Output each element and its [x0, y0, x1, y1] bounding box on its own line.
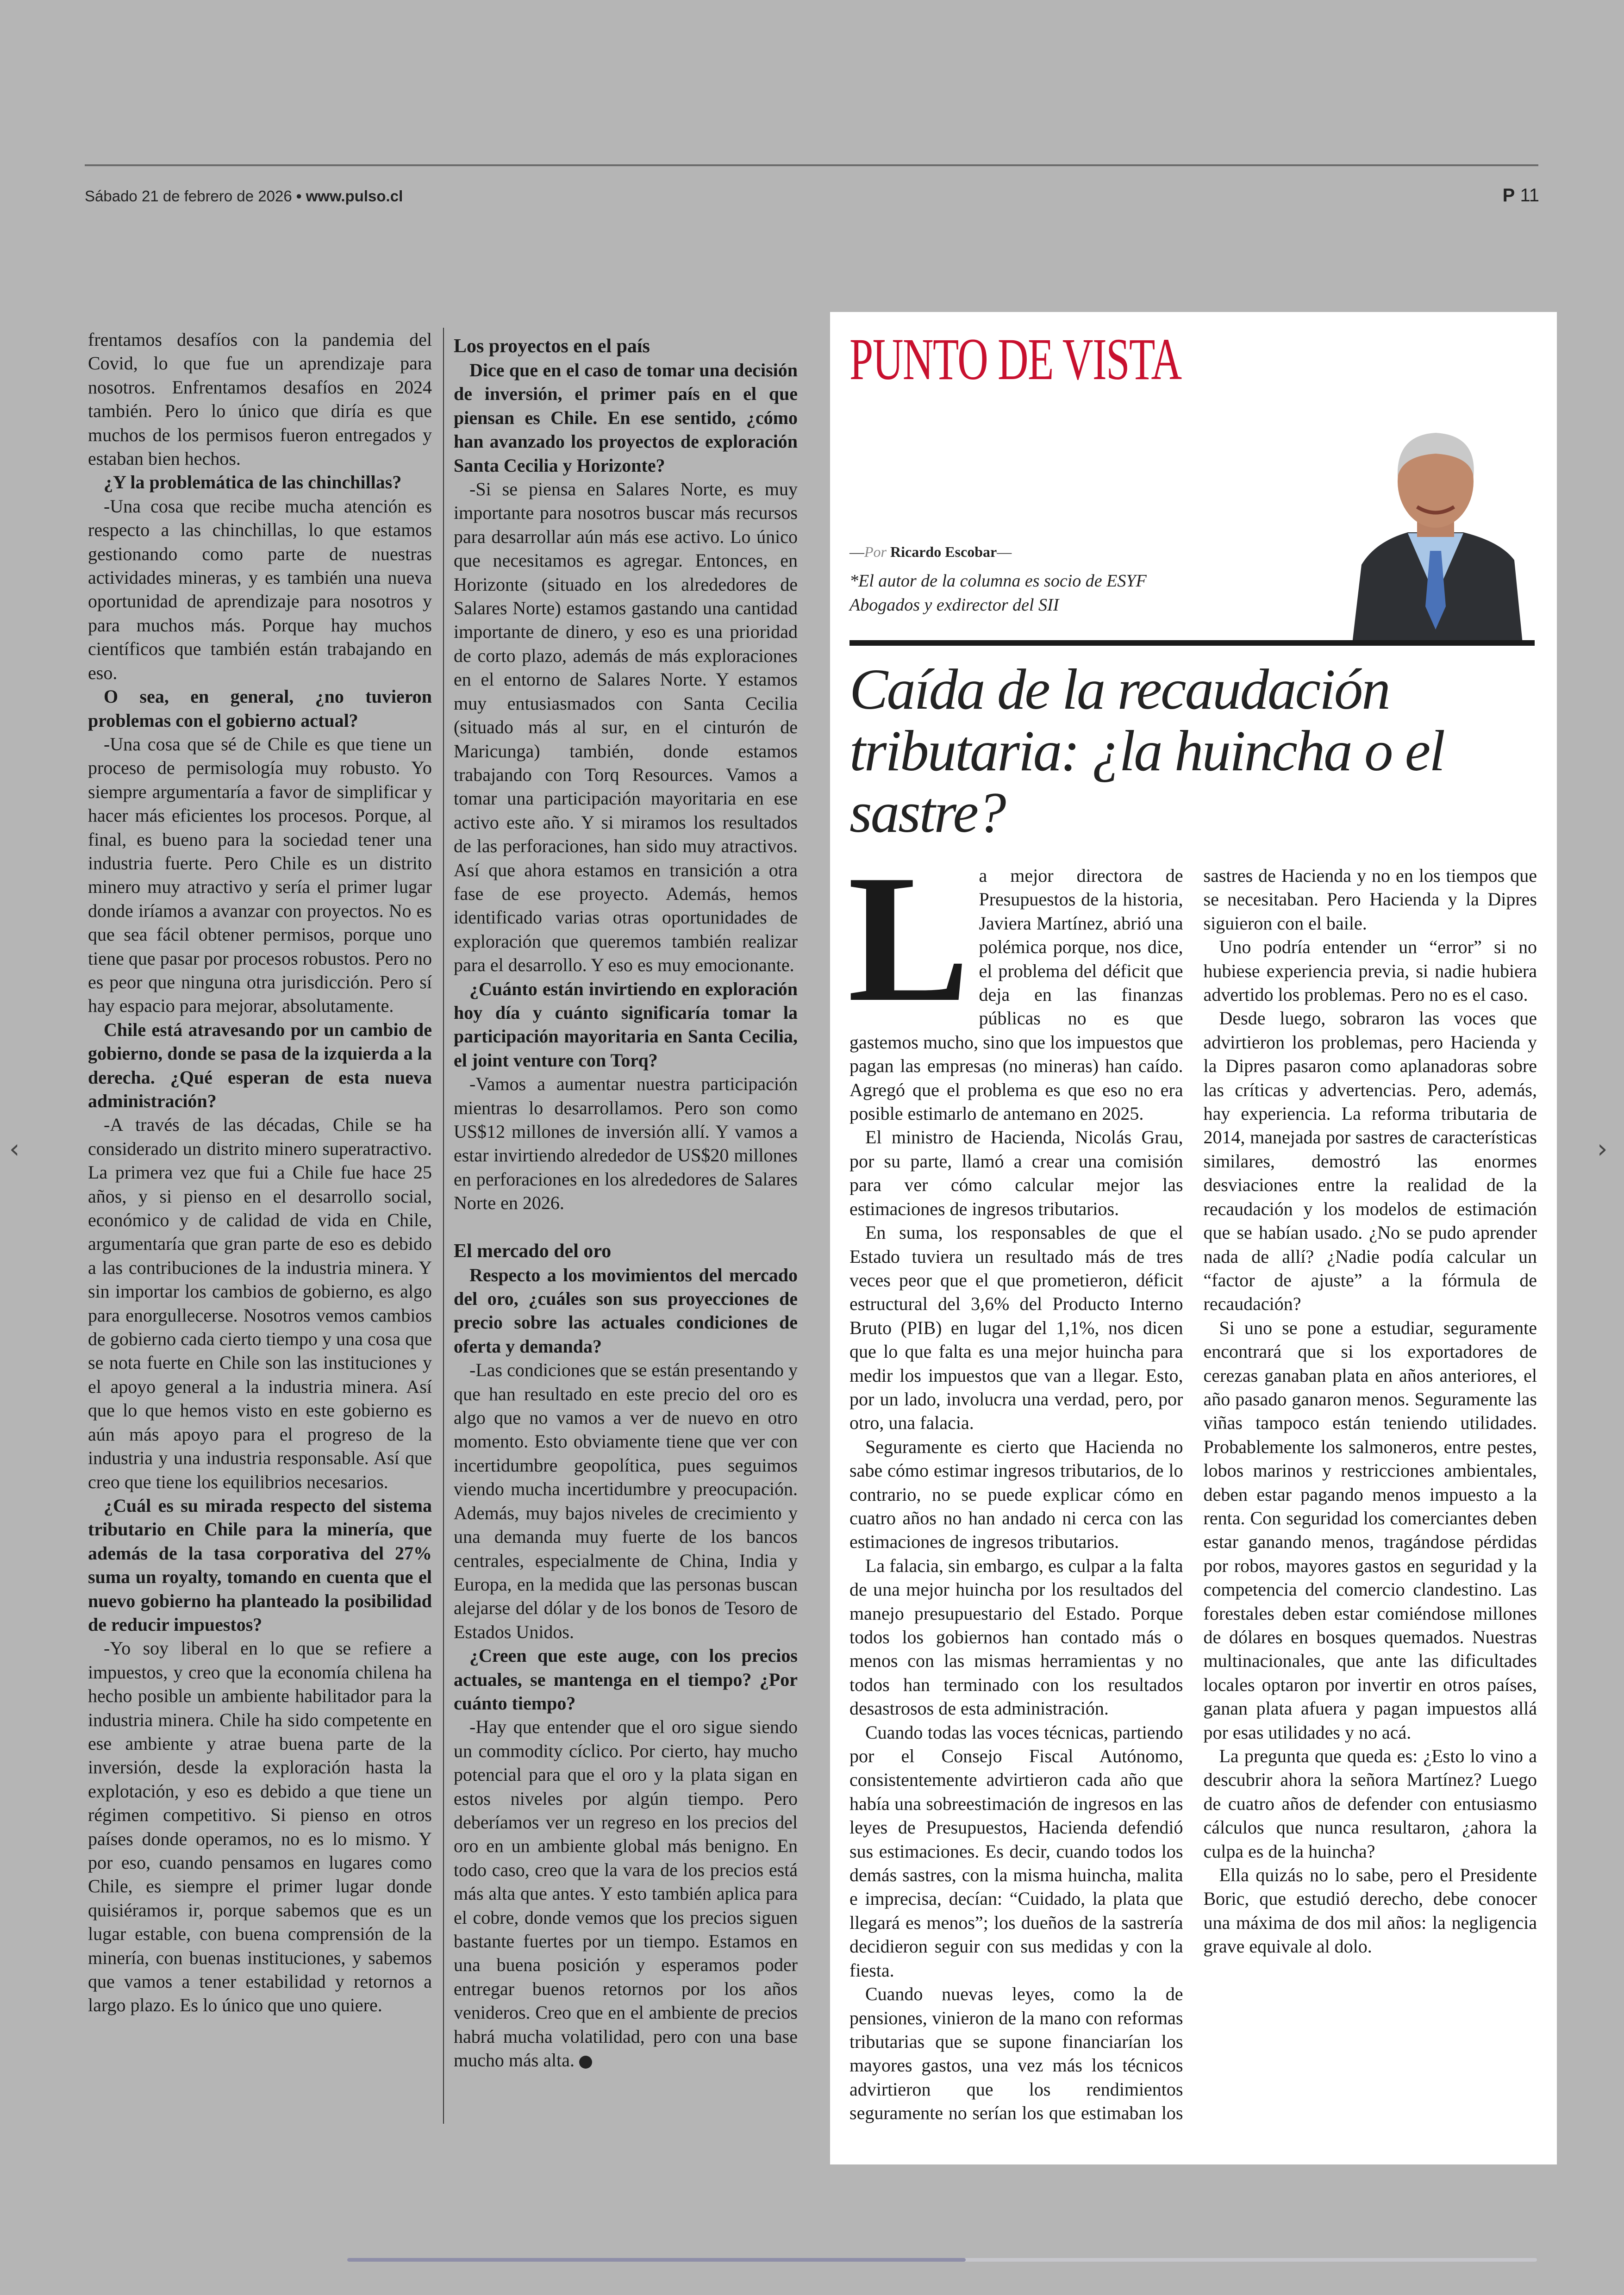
section-title: PUNTO DE VISTA	[849, 326, 1181, 392]
page-progress-bar[interactable]	[347, 2258, 1537, 2262]
interview-answer: -Yo soy liberal en lo que se refiere a impuestos, y creo que la economía chilena ha hecho posible un ambiente habilitador para la industria minera. Chile ha sido competente en ese ambiente y atrae buena parte de la inversión, desde la exploración hasta la explotación, y eso es debido a que tiene un régimen competitivo. Si pienso en otros países donde operamos, no es lo mismo. Y por eso, cuando pensamos en lugares como Chile, es siempre el primer lugar donde quisiéramos ir, porque sabemos que es un lugar estable, con buena comprensión de la minería, con buenas instituciones, y sabemos que vamos a tener estabilidad y retornos a largo plazo. Es lo único que uno quiere.	[88, 1638, 432, 2016]
column-divider	[443, 328, 444, 2124]
next-page-chevron-icon[interactable]: ›	[1597, 1134, 1608, 1164]
subheading: El mercado del oro	[454, 1240, 612, 1262]
article-paragraph: El ministro de Hacienda, Nicolás Grau, por su parte, llamó a crear una comisión para ver cómo calcular mejor las estimaciones de ingresos tributarios.	[849, 1127, 1183, 1219]
author-name: Ricardo Escobar	[890, 543, 997, 560]
opinion-box	[830, 312, 1557, 2164]
article-paragraph: Seguramente es cierto que Hacienda no sabe cómo estimar ingresos tributarios, de lo contrario, no se puede explicar cómo en cuatro años no han andado ni cerca con las estimaciones de ingresos tributarios.	[849, 1436, 1183, 1553]
author-note-line-1: *El autor de la columna es socio de ESYF	[849, 571, 1147, 591]
separator: •	[292, 187, 306, 205]
page-header-date	[85, 187, 403, 205]
interview-question: ¿Creen que este auge, con los precios actuales, se mantenga en el tiempo? ¿Por cuánto tiempo?	[454, 1645, 798, 1714]
header-rule	[85, 164, 1538, 166]
article-paragraph: Si uno se pone a estudiar, seguramente encontrará que si los exportadores de cerezas ganaban plata en años anteriores, el año pasado ganaron menos. Seguramente las viñas tampoco están teniendo utilidades. Probablemente los salmoneros, entre pestes, lobos marinos y restricciones ambientales, deben estar pagando menos impuesto a la renta. Con seguridad los comerciantes deben estar ganando menos, tragándose pérdidas por robos, mayores gastos en seguridad y la competencia del comercio clandestino. Las forestales deben estar comiéndose millones de dólares en bosques quemados. Nuestras multinacionales, que ante las dificultades locales optaron por invertir en otros países, ganan plata afuera y pagan impuestos allá por esas utilidades y no acá.	[1203, 1317, 1537, 1743]
article-paragraph: Cuando todas las voces técnicas, partiendo por el Consejo Fiscal Autónomo, consistentemente advirtieron cada año que había una sobreestimación de ingresos en las leyes de Presupuestos, Hacienda defendió sus estimaciones. Es decir, cuando todos los demás sastres, con la misma huincha, malita e imprecisa, decían: “Cuidado, la plata que llegará es menos”; los dueños de la sastrería decidieron seguir con sus medidas y con la fiesta.	[849, 1721, 1183, 1981]
page-number-value: 11	[1520, 185, 1539, 206]
interview-answer: -Hay que entender que el oro sigue siendo un commodity cíclico. Por cierto, hay mucho potencial para que el oro y la plata sigan en estos niveles por algún tiempo. Pero deberíamos ver un regreso en los precios del oro en un ambiente global más benigno. En todo caso, creo que la vara de los precios está más alta que antes. Y esto también aplica para el cobre, donde vemos que los precios siguen bastante fuertes por un tiempo. Estamos en una buena posición y esperamos poder entregar buenos retornos por los años venideros. Creo que en el ambiente de precios habrá mucha volatilidad, pero con una base mucho más alta.	[454, 1716, 798, 2071]
lead-paragraph	[848, 837, 1183, 1125]
headline-rule	[849, 640, 1535, 646]
interview-question: ¿Y la problemática de las chinchillas?	[104, 472, 402, 493]
interview-question: O sea, en general, ¿no tuvieron problemas con el gobierno actual?	[88, 686, 432, 731]
interview-question: ¿Cuánto están invirtiendo en exploración hoy día y cuánto significaría tomar la participación mayoritaria en Santa Cecilia, el joint venture con Torq?	[454, 978, 798, 1071]
interview-answer: -Una cosa que recibe mucha atención es respecto a las chinchillas, lo que estamos gestionando como parte de nuestras actividades mineras, y es también una nueva oportunidad de aprendizaje para nosotros y para muchos más. Porque hay muchos científicos que también están trabajando en eso.	[88, 495, 432, 683]
by-prefix: Por	[864, 543, 887, 560]
interview-question: Chile está atravesando por un cambio de gobierno, donde se pasa de la izquierda a la derecha. ¿Qué esperan de esta nueva administración?	[88, 1019, 432, 1111]
author-photo	[1348, 412, 1524, 643]
article-paragraph: Uno podría entender un “error” si no hubiese experiencia previa, si nadie hubiera advertido los problemas. Pero no es el caso.	[1203, 936, 1537, 1005]
issue-date: Sábado 21 de febrero de 2026	[85, 187, 292, 205]
article-paragraph: La falacia, sin embargo, es culpar a la falta de una mejor huincha por los resultados del manejo presupuestario del Estado. Porque todos los gobiernos han contado más o menos con las mismas herramientas y no todos han terminado con los resultados desastrosos de esta administración.	[849, 1555, 1183, 1719]
drop-cap: L	[848, 837, 970, 1040]
author-note-line-2: Abogados y exdirector del SII	[849, 595, 1059, 615]
interview-column-2	[454, 328, 798, 2072]
page-number	[1503, 185, 1539, 206]
interview-answer: -Las condiciones que se están presentando y que han resultado en este precio del oro es algo que no vamos a ver de nuevo en otro momento. Esto obviamente tiene que ver con incertidumbre geopolítica, pues seguimos viendo mucha incertidumbre y preocupación. Además, muy bajos niveles de crecimiento y una demanda muy fuerte de los bancos centrales, especialmente de China, India y Europa, en la medida que las personas buscan alejarse del dólar y de los bonos de Tesoro de Estados Unidos.	[454, 1360, 798, 1642]
article-paragraph: En suma, los responsables de que el Estado tuviera un resultado más de tres veces peor que el que prometieron, déficit estructural del 3,6% del Producto Interno Bruto (PIB) en lugar del 1,1%, nos dicen que lo que falta es una mejor huincha para medir los impuestos que van a llegar. Esto, por un lado, involucra una verdad, pero, por otro, una falacia.	[849, 1222, 1183, 1434]
interview-answer: frentamos desafíos con la pandemia del Covid, lo que fue un aprendizaje para nosotros. Enfrentamos desafíos en 2024 también. Pero lo único que diría es que muchos de los permisos fueron entregados y estaban bien hechos.	[88, 329, 432, 469]
page-prefix: P	[1502, 185, 1515, 206]
interview-answer: -Vamos a aumentar nuestra participación mientras lo desarrollamos. Pero son como US$12 millones de inversión allí. Y vamos a estar invirtiendo alrededor de US$20 millones en perforaciones en los alrededores de Salares Norte en 2026.	[454, 1073, 798, 1214]
article-headline: Caída de la recaudación tributaria: ¿la huincha o el sastre?	[849, 658, 1444, 845]
interview-answer: -A través de las décadas, Chile se ha considerado un distrito minero superatractivo. La primera vez que fui a Chile fue hace 25 años, y si pienso en el desarrollo social, económico y de calidad de vida en Chile, argumentaría que gran parte de eso es debido a las contribuciones de la industria minera. Y sin importar los cambios de gobierno, es algo para enorgullecerse. Nosotros vemos cambios de gobierno cada cierto tiempo y una cosa que se nota fuerte en Chile son las instituciones y el apoyo general a la industria minera. Así que lo que hemos visto en este gobierno es aún más apoyo para el progreso de la industria y una industria responsable. Así que creo que tiene los equilibrios necesarios.	[88, 1114, 432, 1492]
interview-question: Dice que en el caso de tomar una decisión de inversión, el primer país en el que piensan es Chile. En ese sentido, ¿cómo han avanzado los proyectos de exploración Santa Cecilia y Horizonte?	[454, 360, 798, 476]
byline: —Por Ricardo Escobar—	[849, 543, 1012, 560]
lead-text: a mejor directora de Presupuestos de la historia, Javiera Martínez, abrió una polémica porque, nos dice, el problema del déficit que deja en las finanzas públicas no es que gastemos mucho, sino que los impuestos que pagan las empresas (no mineras) han caído. Agregó que el problema es que eso no era posible estimarlo de antemano en 2025.	[849, 865, 1183, 1124]
interview-answer: -Una cosa que sé de Chile es que tiene un proceso de permisología muy robusto. Yo siempre argumentaría a favor de simplificar y hacer más eficientes los procesos. Porque, al final, es bueno para la sociedad tener una industria fuerte. Pero Chile es un distrito minero muy atractivo y sería el primer lugar donde iríamos a avanzar con proyectos. No es que sea fácil obtener permisos, porque uno tiene que pasar por procesos robustos. Pero no es peor que ninguna otra jurisdicción. Pero sí hay espacio para mejorar, absolutamente.	[88, 733, 432, 1017]
site-url: www.pulso.cl	[306, 187, 403, 205]
page-progress-fill	[347, 2258, 966, 2262]
article-paragraph: Ella quizás no lo sabe, pero el Presidente Boric, que estudió derecho, debe conocer una máxima de dos mil años: la negligencia grave equivale al dolo.	[1203, 1865, 1537, 1957]
interview-question: Respecto a los movimientos del mercado del oro, ¿cuáles son sus proyecciones de precio sobre las actuales condiciones de oferta y demanda?	[454, 1264, 798, 1357]
article-paragraph: La pregunta que queda es: ¿Esto lo vino a descubrir ahora la señora Martínez? Luego de cuatro años de defender con entusiasmo cálculos que nunca resultaron, ¿ahora la culpa es de la huincha?	[1203, 1746, 1537, 1862]
author-note	[849, 569, 1220, 617]
interview-answer: -Si se piensa en Salares Norte, es muy importante para nosotros buscar más recursos para desarrollar aún más ese activo. Lo único que necesitamos es agregar. Entonces, en Horizonte (situado en los alrededores de Salares Norte) estamos gastando una cantidad importante de dinero, y eso es una prioridad de corto plazo, además de más exploraciones en el entorno de Salares Norte. Y estamos muy entusiasmados con Santa Cecilia (situado más al sur, en el cinturón de Maricunga) también, donde estamos trabajando con Torq Resources. Vamos a tomar una participación mayoritaria en ese activo este año. Y si miramos los resultados de las perforaciones, han sido muy atractivos. Así que ahora estamos en transición a otra fase de ese proyecto. Además, hemos identificado varias otras oportunidades de exploración que queremos también realizar para el desarrollo. Y eso es muy emocionante.	[454, 479, 798, 976]
article-paragraph: Desde luego, sobraron las voces que advirtieron los problemas, pero Hacienda y la Dipres pasaron como aplanadoras sobre las críticas y advertencias. Pero, además, hay experiencia. La reforma tributaria de 2014, manejada por sastres de características similares, demostró las enormes desviaciones entre la realidad de la recaudación y los modelos de estimación que se habían usado. ¿No se pudo aprender nada de allí? ¿Nadie podía calcular un “factor de ajuste” a la fórmula de recaudación?	[1203, 1008, 1537, 1315]
subheading: Los proyectos en el país	[454, 336, 650, 357]
end-of-article-icon	[579, 2056, 592, 2069]
article-paragraph: Cuando nuevas leyes, como la de pensiones, vinieron de la mano con reformas tributarias que se supone financiarían los mayores gastos, una vez más los técnicos advirtieron que los rendimientos seguramente no serían los que estimaban los sastres de Hacienda y no en los tiempos que se necesitaban. Pero Hacienda y la Dipres siguieron con el baile.	[849, 865, 1537, 2124]
previous-page-chevron-icon[interactable]: ‹	[9, 1134, 20, 1164]
interview-column-1	[88, 328, 432, 2017]
interview-question: ¿Cuál es su mirada respecto del sistema tributario en Chile para la minería, que además de la tasa corporativa del 27% suma un royalty, tomando en cuenta que el nuevo gobierno ha planteado la posibilidad de reducir impuestos?	[88, 1495, 432, 1635]
article-body	[848, 837, 1537, 2146]
